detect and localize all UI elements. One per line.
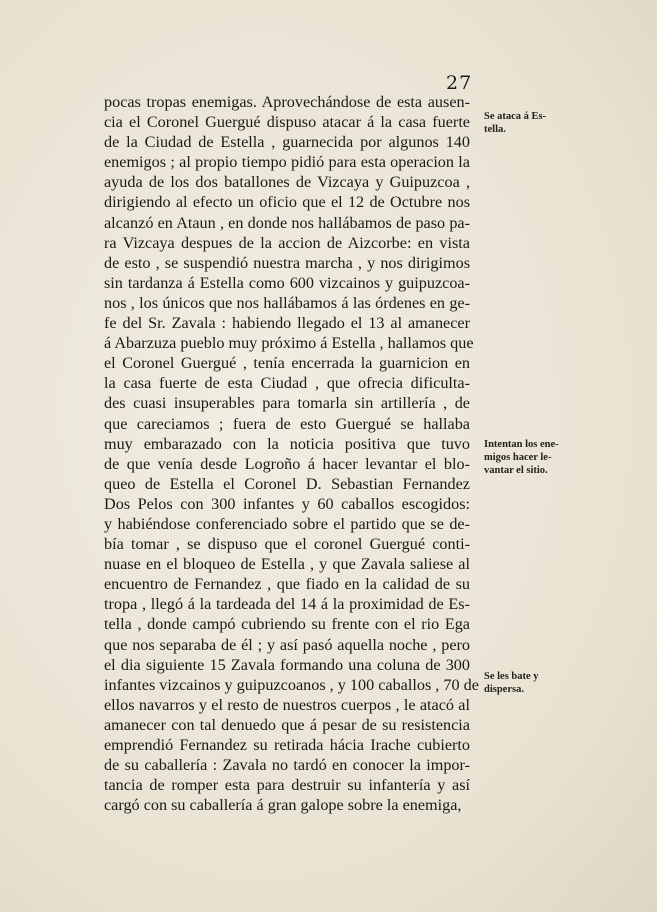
text-line: la casa fuerte de esta Ciudad , que ofrecia dificulta- bbox=[104, 374, 470, 393]
text-line: Dos Pelos con 300 infantes y 60 caballos escogidos: bbox=[104, 494, 470, 513]
text-line: ra Vizcaya despues de la accion de Aizcorbe: en vista bbox=[104, 233, 470, 252]
text-line: el dia siguiente 15 Zavala formando una coluna de 300 bbox=[104, 655, 470, 674]
margin-note bbox=[484, 670, 539, 696]
text-line: des cuasi insuperables para tomarla sin artillería , de bbox=[104, 394, 470, 413]
text-line: ayuda de los dos batallones de Vizcaya y Guipuzcoa , bbox=[104, 173, 470, 192]
margin-note bbox=[484, 110, 546, 136]
margin-note bbox=[484, 438, 559, 477]
text-line: de su caballería : Zavala no tardó en conocer la impor- bbox=[104, 756, 470, 775]
text-line: de que venía desde Logroño á hacer levantar el blo- bbox=[104, 454, 470, 473]
text-line: sin tardanza á Estella como 600 vizcainos y guipuzcoa- bbox=[104, 273, 470, 292]
text-line: de la Ciudad de Estella , guarnecida por algunos 140 bbox=[104, 133, 470, 152]
margin-note-line: migos hacer le- bbox=[484, 452, 552, 463]
text-line: de esto , se suspendió nuestra marcha , y nos dirigimos bbox=[104, 253, 470, 272]
text-line: amanecer con tal denuedo que á pesar de su resistencia bbox=[104, 715, 470, 734]
text-line: el Coronel Guergué , tenía encerrada la guarnicion en bbox=[104, 354, 470, 373]
text-line: emprendió Fernandez su retirada hácia Irache cubierto bbox=[104, 736, 470, 754]
text-line: tropa , llegó á la tardeada del 14 á la proximidad de Es- bbox=[104, 595, 470, 614]
margin-note-line: Se ataca á Es- bbox=[484, 111, 547, 122]
text-line: muy embarazado con la noticia positiva que tuvo bbox=[104, 434, 470, 453]
text-line: tella , donde campó cubriendo su frente con el rio Ega bbox=[104, 615, 470, 634]
text-line: dirigiendo al efecto un oficio que el 12 de Octubre nos bbox=[104, 193, 470, 212]
margin-note-line: tella. bbox=[484, 124, 506, 135]
text-line: queo de Estella el Coronel D. Sebastian Fernandez bbox=[104, 474, 470, 493]
text-line: que nos separaba de él ; y así pasó aquella noche , pero bbox=[104, 635, 470, 654]
margin-note-line: vantar el sitio. bbox=[484, 465, 548, 476]
body-text bbox=[104, 92, 479, 815]
text-line: fe del Sr. Zavala : habiendo llegado el 13 al amanecer bbox=[104, 314, 470, 333]
text-line: alcanzó en Ataun , en donde nos hallábamos de paso pa- bbox=[104, 213, 470, 232]
text-line: á Abarzuza pueblo muy próximo á Estella , hallamos que bbox=[104, 334, 474, 353]
page-number: 27 bbox=[446, 72, 473, 94]
text-line: enemigos ; al propio tiempo pidió para esta operacion la bbox=[104, 153, 470, 172]
text-line: ellos navarros y el resto de nuestros cuerpos , le atacó al bbox=[104, 695, 470, 714]
margin-note-line: Se les bate y bbox=[484, 671, 539, 682]
text-line: que careciamos ; fuera de esto Guergué se hallaba bbox=[104, 414, 470, 433]
text-line: cia el Coronel Guergué dispuso atacar á la casa fuerte bbox=[104, 113, 470, 132]
text-line: bía tomar , se dispuso que el coronel Guergué conti- bbox=[104, 535, 470, 554]
text-line: pocas tropas enemigas. Aprovechándose de esta ausen- bbox=[104, 93, 470, 111]
margin-note-line: dispersa. bbox=[484, 684, 524, 695]
text-line: nos , los únicos que nos hallábamos á las órdenes en ge- bbox=[104, 293, 470, 312]
text-line: tancia de romper esta para destruir su infantería y así bbox=[104, 776, 470, 795]
text-line: nuase en el bloqueo de Estella , y que Zavala saliese al bbox=[104, 555, 470, 574]
text-line: y habiéndose conferenciado sobre el partido que se de- bbox=[104, 514, 470, 533]
text-line: cargó con su caballería á gran galope sobre la enemiga, bbox=[104, 796, 462, 815]
text-line: infantes vizcainos y guipuzcoanos , y 100 caballos , 70 de bbox=[104, 675, 479, 694]
margin-note-line: Intentan los ene- bbox=[484, 439, 559, 450]
text-line: encuentro de Fernandez , que fiado en la calidad de su bbox=[104, 575, 470, 594]
